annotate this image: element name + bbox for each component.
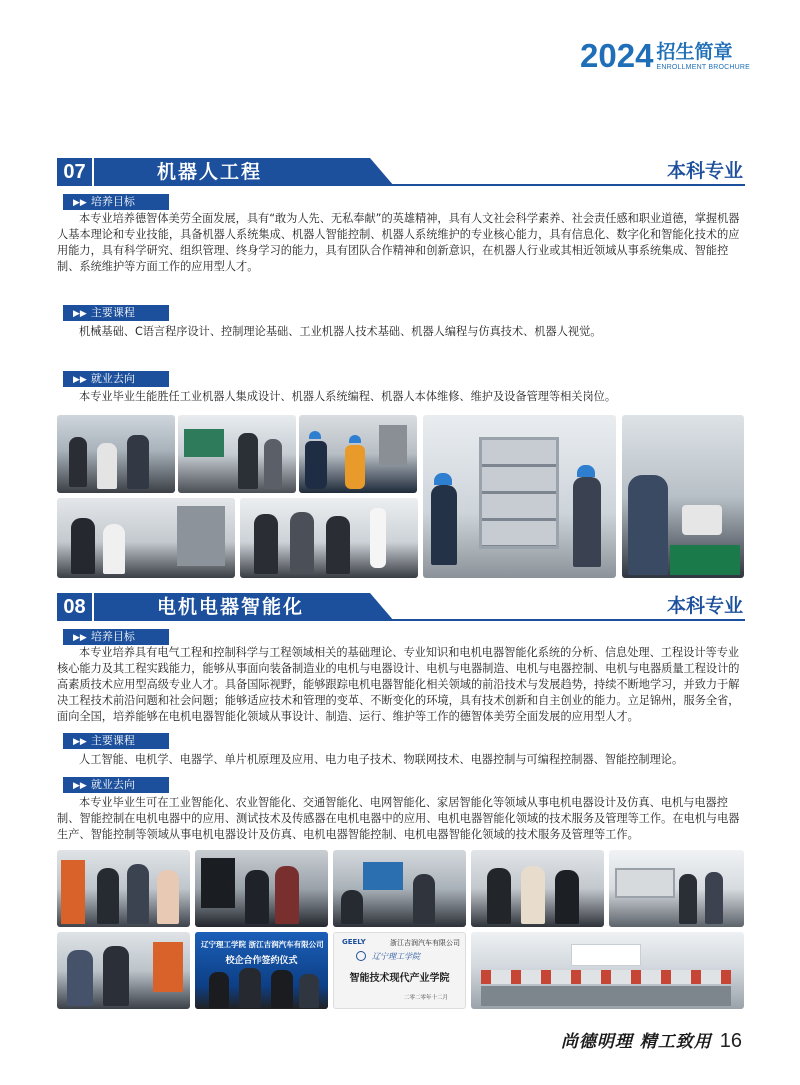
section-rule: [387, 184, 745, 186]
label-text: 就业去向: [90, 372, 135, 385]
plaque-title: 智能技术现代产业学院: [349, 973, 450, 984]
label-employment: [63, 777, 169, 793]
label-main-courses: [63, 733, 169, 749]
brochure-header: [580, 37, 750, 74]
plaque-school: 辽宁理工学院: [372, 952, 420, 961]
photo-teacher-students: [471, 850, 604, 927]
main-courses-text: 人工智能、电机学、电器学、单片机原理及应用、电力电子技术、物联网技术、电器控制与可编程控制器、智能控制理论。: [79, 753, 684, 766]
photo-computer-lab: [333, 850, 466, 927]
photo-automation-rack: [423, 415, 616, 578]
section-number: 07: [57, 158, 92, 186]
signing-banner-line1: 辽宁理工学院 浙江吉润汽车有限公司: [201, 940, 324, 949]
school-emblem-icon: [356, 951, 366, 961]
photo-college-plaque: [333, 932, 466, 1009]
photo-visitors-inspection: [195, 850, 328, 927]
section-07-header: [57, 158, 745, 186]
plaque-brand: GEELY: [342, 938, 366, 946]
brochure-year: 2024: [580, 37, 654, 74]
label-text: 培养目标: [90, 195, 135, 208]
brochure-subtitle: ENROLLMENT BROCHURE: [656, 64, 750, 71]
photo-lab-students: [57, 415, 175, 493]
double-chevron-right-icon: ▶▶: [73, 633, 87, 643]
training-goal-text: 本专业培养德智体美劳全面发展，具有“敢为人先、无私奉献”的英雄精神，具有人文社会科学素养、社会责任感和职业道德，掌握机器人基本理论和专业技能，具备机器人系统集成、机器人智能控制、机器人系统维护的专业核心能力，具有信息化、数字化和智能化技术的应用能力，具有科学研究、组织管理、终身学习的能力，具有团队合作精神和创新意识，在机器人行业或其相近领域从事系统集成、智能控制、系统维护等方面工作的应用型人才。: [57, 212, 740, 273]
photo-workshop-visit: [57, 932, 190, 1009]
label-employment: [63, 371, 169, 387]
photo-robot-workstation: [622, 415, 744, 578]
plaque-company: 浙江吉润汽车有限公司: [390, 939, 460, 947]
photo-robot-arm-class: [178, 415, 296, 493]
employment-text: 本专业毕业生能胜任工业机器人集成设计、机器人系统编程、机器人本体维修、维护及设备管理等相关岗位。: [79, 390, 617, 403]
photo-group-robot-arm: [240, 498, 418, 578]
label-main-courses: [63, 305, 169, 321]
photo-robot-training: [57, 498, 235, 578]
photo-lab-benches: [609, 850, 744, 927]
section-title: 机器人工程: [157, 161, 263, 183]
school-motto: 尚德明理 精工致用: [560, 1032, 712, 1052]
employment-text: 本专业毕业生可在工业智能化、农业智能化、交通智能化、电网智能化、家居智能化等领域从事电机电器设计及仿真、电机与电器控制、智能控制在电机电器中的应用、测试技术及传感器在电机电器中的应用、电机电器智能化领域的技术服务及管理等工作。在电机与电器生产、智能控制等领域从事电机电器设计及仿真、电机电器智能控制、电机电器智能化领域的技术服务及管理等工作。: [57, 796, 740, 841]
double-chevron-right-icon: ▶▶: [73, 309, 87, 319]
double-chevron-right-icon: ▶▶: [73, 375, 87, 385]
photo-workers-helmets: [299, 415, 417, 493]
double-chevron-right-icon: ▶▶: [73, 198, 87, 208]
signing-banner-line2: 校企合作签约仪式: [225, 956, 298, 966]
section-08-header: [57, 593, 745, 621]
label-text: 培养目标: [90, 630, 135, 643]
photo-electrical-panel-lab: [57, 850, 190, 927]
section-tag: 本科专业: [666, 595, 743, 617]
training-goal-text: 本专业培养具有电气工程和控制科学与工程领域相关的基础理论、专业知识和电机电器智能化系统的分析、信息处理、工程设计等专业核心能力及其工程实践能力，能够从事面向装备制造业的电机与电器设计、电机与电器制造、电机与电器控制、电机与电器质量工程设计的高素质技术应用型高级专业人才。具备国际视野，能够跟踪电机电器智能化相关领域的前沿技术与发展趋势，持续不断地学习，并致力于解决工程技术前沿问题和社会问题；能够适应技术和管理的变革、不断变化的环境，具有技术创新和自主创业的能力。立足锦州，服务全省，面向全国，培养能够在电机电器智能化领域从事设计、制造、运行、维护等工作的德智体美劳全面发展的应用型人才。: [57, 646, 740, 723]
label-training-goal: [63, 629, 169, 645]
brochure-titles: [656, 42, 750, 72]
page-number: 16: [719, 1030, 742, 1052]
section-tag: 本科专业: [666, 160, 743, 182]
section-title: 电机电器智能化: [157, 596, 305, 618]
label-training-goal: [63, 194, 169, 210]
plaque-date: 二零二零年十二月: [404, 995, 449, 1001]
brochure-title: 招生简章: [656, 41, 733, 63]
section-rule: [387, 619, 745, 621]
double-chevron-right-icon: ▶▶: [73, 737, 87, 747]
label-text: 就业去向: [90, 778, 135, 791]
label-text: 主要课程: [90, 734, 135, 747]
main-courses-text: 机械基础、C语言程序设计、控制理论基础、工业机器人技术基础、机器人编程与仿真技术、机器人视觉。: [79, 325, 602, 338]
double-chevron-right-icon: ▶▶: [73, 781, 87, 791]
photo-signing-ceremony: [195, 932, 328, 1009]
page-footer: [561, 1027, 742, 1052]
section-number: 08: [57, 593, 92, 621]
label-text: 主要课程: [90, 306, 135, 319]
photo-motor-lab-wide: [471, 932, 744, 1009]
